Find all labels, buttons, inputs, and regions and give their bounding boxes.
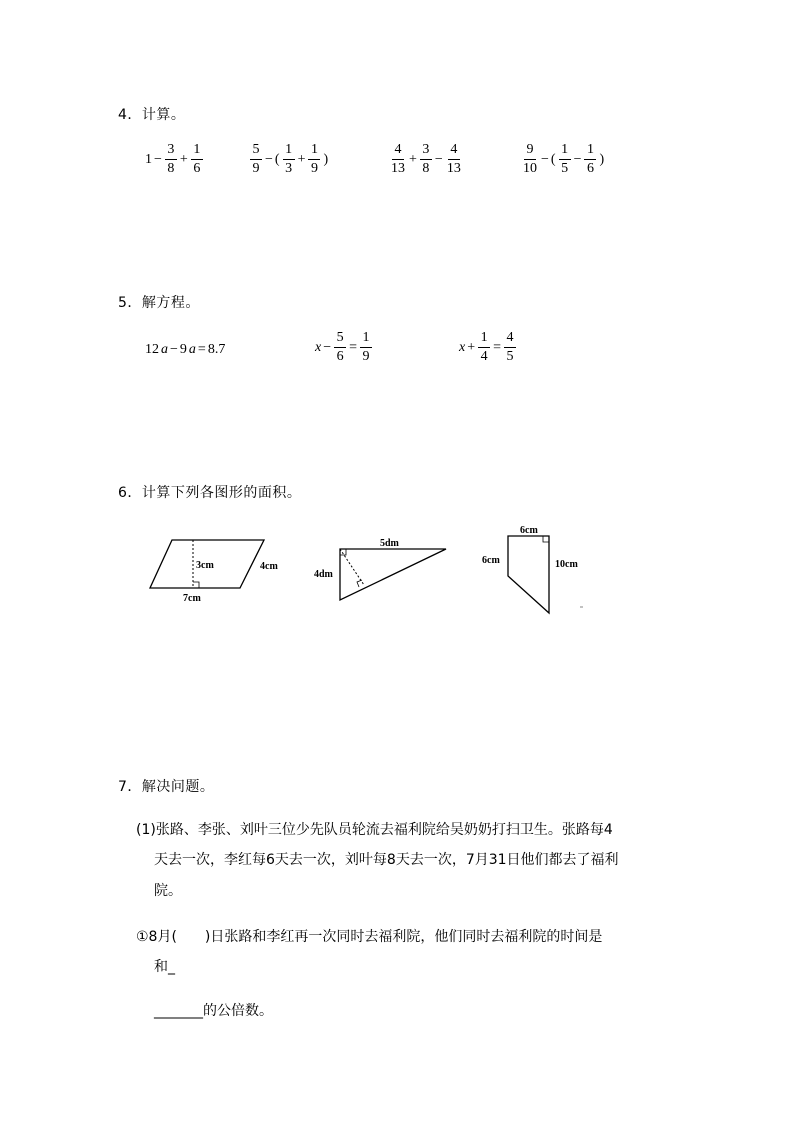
numerator: 5	[334, 331, 346, 348]
numerator: 9	[524, 143, 536, 160]
denominator: 10	[523, 161, 537, 176]
denominator: 6	[336, 349, 344, 364]
q7-sub-question-1-line-1: ①8月( )日张路和李红再一次同时去福利院，他们同时去福利院的时间是	[136, 929, 603, 945]
trapezoid-shape	[508, 536, 549, 613]
numerator: 3	[420, 143, 432, 160]
q7-sub-question-1-line-3: _______的公倍数。	[154, 1003, 273, 1019]
q6-heading: 6．计算下列各图形的面积。	[118, 485, 302, 501]
operator: −	[323, 339, 332, 355]
paren: )	[323, 151, 329, 167]
right-angle-mark	[543, 536, 549, 542]
operator: +	[467, 339, 476, 355]
numerator: 4	[448, 143, 460, 160]
height-label: 3cm	[196, 560, 214, 571]
operator: +	[409, 151, 417, 167]
operator: −	[170, 342, 178, 357]
variable: a	[161, 342, 168, 357]
operator: +	[179, 151, 188, 167]
base-label: 7cm	[183, 593, 201, 604]
left-label: 6cm	[482, 555, 500, 566]
denominator: 9	[310, 161, 318, 176]
side-label: 4cm	[260, 561, 278, 572]
denominator: 4	[480, 349, 488, 364]
equals: =	[197, 342, 206, 357]
paren: (	[550, 151, 556, 167]
numerator: 4	[392, 143, 404, 160]
leg-label: 4dm	[314, 569, 333, 580]
denominator: 5	[561, 161, 569, 176]
triangle-figure	[314, 538, 446, 600]
numerator: 1	[360, 331, 372, 348]
numerator: 1	[559, 143, 571, 160]
paren: )	[599, 151, 605, 167]
numerator: 1	[283, 143, 295, 160]
variable: a	[188, 342, 196, 357]
denominator: 5	[506, 349, 514, 364]
hypotenuse-label: 5dm	[380, 538, 399, 549]
coefficient: 12	[145, 342, 159, 357]
q7-problem-1-line-3: 院。	[154, 883, 182, 899]
variable: x	[459, 339, 466, 355]
triangle-shape	[340, 549, 446, 600]
numerator: 1	[191, 143, 203, 160]
operator: −	[154, 151, 162, 167]
trapezoid-figure	[482, 525, 583, 613]
height-line	[340, 549, 364, 585]
operator: −	[434, 151, 443, 167]
q7-heading: 7．解决问题。	[118, 779, 215, 795]
variable: x	[315, 339, 322, 355]
equals: =	[349, 339, 358, 355]
denominator: 8	[167, 161, 175, 176]
numerator: 1	[478, 331, 490, 348]
q4-heading: 4．计算。	[118, 107, 186, 123]
paren: (	[274, 151, 280, 167]
operator: −	[573, 151, 582, 167]
denominator: 6	[586, 161, 594, 176]
right-angle-mark	[357, 580, 362, 587]
parallelogram-figure	[150, 540, 278, 604]
operator: −	[265, 151, 273, 167]
q7-problem-1-line-2: 天去一次，李红每6天去一次，刘叶每8天去一次，7月31日他们都去了福利	[154, 852, 619, 868]
right-label: 10cm	[555, 559, 578, 570]
denominator: 3	[285, 161, 293, 176]
denominator: 9	[362, 349, 370, 364]
coefficient: 9	[179, 342, 187, 357]
numerator: 5	[250, 143, 262, 160]
term: 1	[145, 151, 152, 167]
q7-sub-question-1-line-2: 和_	[154, 959, 175, 975]
numerator: 1	[308, 143, 320, 160]
denominator: 13	[391, 161, 405, 176]
result: 8.7	[207, 342, 226, 357]
operator: −	[541, 151, 549, 167]
numerator: 3	[165, 143, 177, 160]
denominator: 13	[446, 161, 461, 176]
denominator: 6	[193, 161, 201, 176]
q7-problem-1-line-1: (1)张路、李张、刘叶三位少先队员轮流去福利院给吴奶奶打扫卫生。张路每4	[136, 822, 613, 838]
denominator: 8	[422, 161, 430, 176]
numerator: 1	[584, 143, 596, 160]
numerator: 4	[504, 331, 516, 348]
top-label: 6cm	[520, 525, 538, 536]
right-angle-mark	[193, 582, 199, 588]
operator: +	[297, 151, 306, 167]
equals: =	[493, 339, 502, 355]
denominator: 9	[252, 161, 260, 176]
q5-heading: 5．解方程。	[118, 295, 200, 311]
